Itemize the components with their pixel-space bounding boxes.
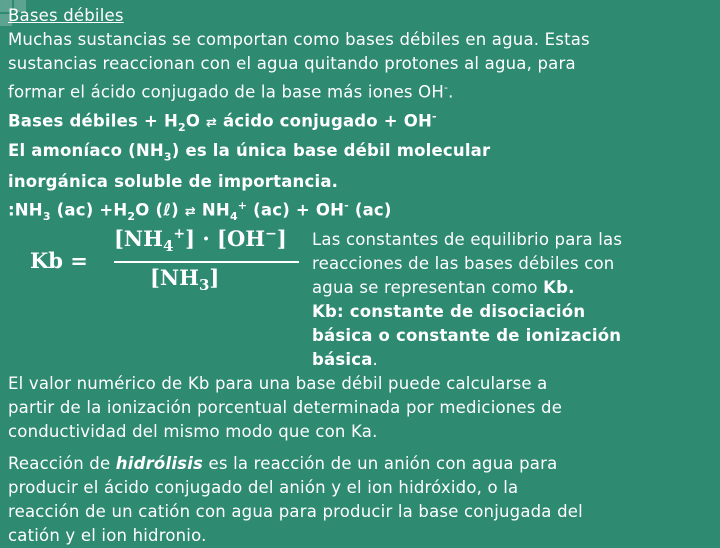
conductivity-line-1: El valor numérico de Kb para una base débil puede calcularse a: [8, 374, 548, 394]
kb-numerator: $[NH_4^+] \cdot [OH^-]$: [114, 226, 287, 256]
equilibrium-arrow-icon: ⇄: [184, 204, 196, 220]
side-line-3: agua se representan como Kb.: [312, 278, 575, 298]
equation-ammonia: $:NH_3$ $(ac) +H_2O$ (ℓ) ⇄ $NH_4^+$ (ac) + OH- (ac): [8, 198, 392, 223]
hydrolysis-term: hidrólisis: [115, 454, 204, 474]
side-line-1: Las constantes de equilibrio para las: [312, 230, 623, 250]
kb-formula: [30, 228, 300, 308]
conductivity-line-2: partir de la ionización porcentual determinada por mediciones de: [8, 398, 563, 418]
kb-description: [312, 228, 714, 372]
hydrolysis-line-2: producir el ácido conjugado del anión y el ion hidróxido, o la: [8, 478, 519, 498]
equation-weak-base: Bases débiles + $H_2O$ ⇄ ácido conjugado + OH-: [8, 109, 437, 134]
ammonia-line-2: inorgánica soluble de importancia.: [8, 171, 339, 191]
intro-line-2: sustancias reaccionan con el agua quitando protones al agua, para: [8, 54, 576, 73]
ammonia-line-1: El amoníaco $(NH_3)$ es la única base débil molecular: [8, 141, 491, 164]
hydrolysis-line-1: Reacción de hidrólisis es la reacción de un anión con agua para: [8, 454, 558, 474]
conductivity-line-3: conductividad del mismo modo que con Ka.: [8, 422, 378, 442]
side-line-6: básica.: [312, 350, 378, 370]
intro-line-3: formar el ácido conjugado de la base más iones OH-.: [8, 81, 454, 102]
side-line-5: básica o constante de ionización: [312, 326, 622, 346]
kb-label: Kb =: [30, 248, 88, 274]
equilibrium-arrow-icon: ⇄: [205, 115, 218, 130]
fraction-bar: [114, 261, 299, 263]
hydrolysis-line-4: catión y el ion hidronio.: [8, 526, 207, 546]
side-line-2: reacciones de las bases débiles con: [312, 254, 615, 274]
intro-line-1: Muchas sustancias se comportan como bases débiles en agua. Estas: [8, 30, 590, 49]
side-line-4: Kb: constante de disociación: [312, 302, 586, 322]
hydrolysis-line-3: reacción de un catión con agua para producir la base conjugada del: [8, 502, 583, 522]
kb-section: [8, 228, 714, 372]
slide-title: Bases débiles: [8, 6, 124, 25]
kb-denominator: $[NH_3]$: [150, 265, 220, 295]
slide-content: [8, 4, 714, 548]
